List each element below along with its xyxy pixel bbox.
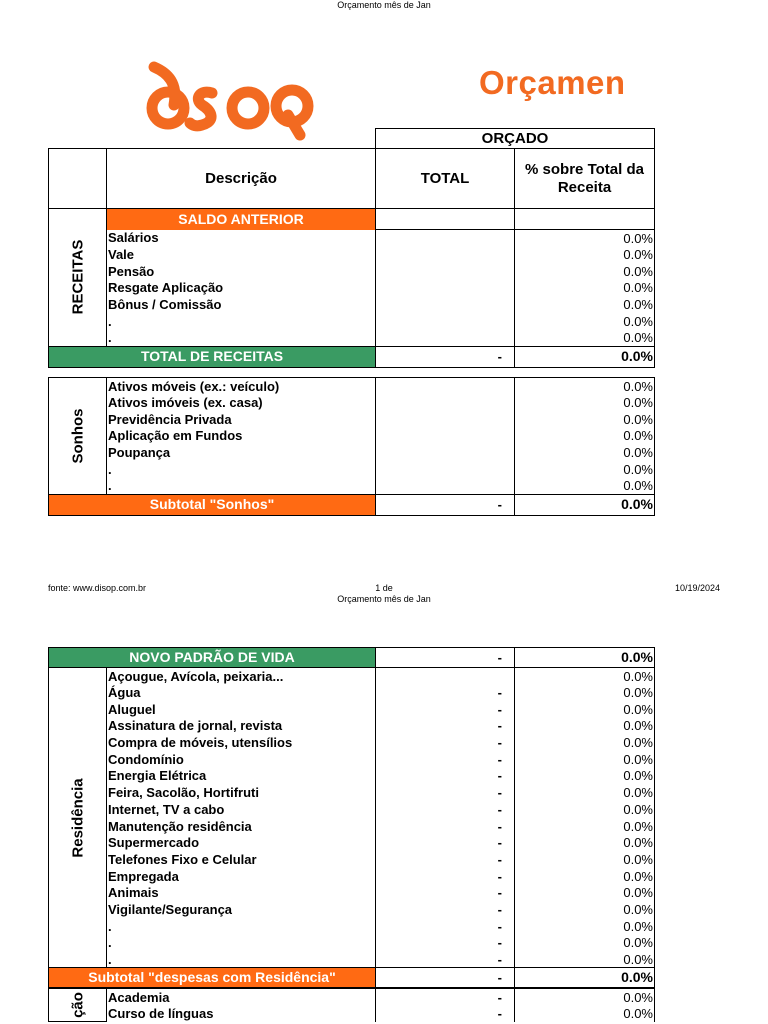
list-item: Aplicação em Fundos (107, 428, 376, 445)
list-item: Manutenção residência (107, 818, 376, 835)
list-item: Salários (107, 230, 376, 247)
educacao-table (48, 988, 655, 1022)
total-value: - (376, 818, 515, 835)
receitas-group-label: RECEITAS (49, 209, 107, 347)
sonhos-table (48, 377, 655, 516)
total-value: - (376, 834, 515, 851)
total-value: - (376, 751, 515, 768)
list-item: Poupança (107, 444, 376, 461)
page-header-2: Orçamento mês de Jan (337, 594, 431, 604)
subtotal-sonhos-label: Subtotal "Sonhos" (49, 494, 376, 515)
list-item: Aluguel (107, 701, 376, 718)
receitas-table (48, 208, 655, 368)
pct-value: 0.0% (515, 801, 655, 818)
list-item: Água (107, 684, 376, 701)
pct-value: 0.0% (515, 263, 655, 280)
list-item: Energia Elétrica (107, 768, 376, 785)
pct-value: 0.0% (515, 428, 655, 445)
list-item: Supermercado (107, 834, 376, 851)
pct-value: 0.0% (515, 330, 655, 347)
total-value: - (376, 701, 515, 718)
document-title: Orçamen (479, 64, 626, 101)
pct-value: 0.0% (515, 834, 655, 851)
list-item: Pensão (107, 263, 376, 280)
orcado-header: ORÇADO (376, 129, 655, 149)
pct-value: 0.0% (515, 378, 655, 395)
list-item: Bônus / Comissão (107, 296, 376, 313)
pct-value: 0.0% (515, 461, 655, 478)
subtotal-residencia-value: - (376, 968, 515, 988)
page-header: Orçamento mês de Jan (337, 0, 431, 10)
footer-date: 10/19/2024 (674, 583, 720, 593)
pct-value: 0.0% (515, 989, 655, 1006)
saldo-anterior-label: SALDO ANTERIOR (107, 209, 376, 230)
pct-value: 0.0% (515, 394, 655, 411)
pct-value: 0.0% (515, 784, 655, 801)
subtotal-sonhos-pct: 0.0% (515, 494, 655, 515)
list-item: Açougue, Avícola, peixaria... (107, 668, 376, 685)
list-item: Ativos móveis (ex.: veículo) (107, 378, 376, 395)
pct-value: 0.0% (515, 851, 655, 868)
novo-padrao-value: - (376, 648, 515, 668)
list-item: . (107, 918, 376, 935)
novo-padrao-table (48, 647, 655, 668)
list-item: . (107, 461, 376, 478)
pct-value: 0.0% (515, 230, 655, 247)
subtotal-residencia-label: Subtotal "despesas com Residência" (49, 968, 376, 988)
pct-value: 0.0% (515, 884, 655, 901)
pct-value: 0.0% (515, 718, 655, 735)
footer-page: 1 de (375, 583, 393, 593)
subtotal-sonhos-value: - (376, 494, 515, 515)
list-item: Academia (107, 989, 376, 1006)
total-value: - (376, 951, 515, 968)
pct-value: 0.0% (515, 751, 655, 768)
list-item: Feira, Sacolão, Hortifruti (107, 784, 376, 801)
total-value: - (376, 868, 515, 885)
total-value: - (376, 1005, 515, 1022)
list-item: Condomínio (107, 751, 376, 768)
list-item: Resgate Aplicação (107, 280, 376, 297)
list-item: . (107, 935, 376, 952)
pct-value: 0.0% (515, 444, 655, 461)
total-value: - (376, 801, 515, 818)
pct-value: 0.0% (515, 684, 655, 701)
list-item: Compra de móveis, utensílios (107, 734, 376, 751)
list-item: Telefones Fixo e Celular (107, 851, 376, 868)
list-item: . (107, 951, 376, 968)
total-value: - (376, 884, 515, 901)
list-item: Ativos imóveis (ex. casa) (107, 394, 376, 411)
total-value: - (376, 901, 515, 918)
total-receitas-pct: 0.0% (515, 346, 655, 367)
novo-padrao-label: NOVO PADRÃO DE VIDA (49, 648, 376, 668)
total-value: - (376, 935, 515, 952)
total-receitas-label: TOTAL DE RECEITAS (49, 346, 376, 367)
pct-value: 0.0% (515, 313, 655, 330)
list-item: . (107, 330, 376, 347)
pct-value: 0.0% (515, 668, 655, 685)
total-value: - (376, 734, 515, 751)
total-value: - (376, 684, 515, 701)
pct-header: % sobre Total da Receita (515, 149, 655, 209)
list-item: Internet, TV a cabo (107, 801, 376, 818)
total-receitas-value: - (376, 346, 515, 367)
footer-source: fonte: www.disop.com.br (48, 583, 147, 593)
total-value: - (376, 784, 515, 801)
list-item: Curso de línguas (107, 1005, 376, 1022)
sonhos-group-label: Sonhos (49, 378, 107, 495)
total-value: - (376, 718, 515, 735)
total-header: TOTAL (376, 149, 515, 209)
list-item: Assinatura de jornal, revista (107, 718, 376, 735)
pct-value: 0.0% (515, 701, 655, 718)
list-item: . (107, 313, 376, 330)
total-value (376, 668, 515, 685)
pct-value: 0.0% (515, 951, 655, 968)
list-item: Animais (107, 884, 376, 901)
total-value: - (376, 768, 515, 785)
total-value: - (376, 989, 515, 1006)
pct-value: 0.0% (515, 411, 655, 428)
residencia-group-label: Residência (49, 668, 107, 968)
pct-value: 0.0% (515, 868, 655, 885)
subtotal-residencia-pct: 0.0% (515, 968, 655, 988)
pct-value: 0.0% (515, 280, 655, 297)
pct-value: 0.0% (515, 478, 655, 495)
total-value: - (376, 851, 515, 868)
pct-value: 0.0% (515, 296, 655, 313)
pct-value: 0.0% (515, 1005, 655, 1022)
list-item: Empregada (107, 868, 376, 885)
pct-value: 0.0% (515, 901, 655, 918)
list-item: Vale (107, 246, 376, 263)
pct-value: 0.0% (515, 768, 655, 785)
pct-value: 0.0% (515, 818, 655, 835)
descricao-header: Descrição (107, 149, 376, 209)
list-item: Vigilante/Segurança (107, 901, 376, 918)
list-item: Previdência Privada (107, 411, 376, 428)
pct-value: 0.0% (515, 734, 655, 751)
pct-value: 0.0% (515, 918, 655, 935)
novo-padrao-pct: 0.0% (515, 648, 655, 668)
educacao-group-label: ção (49, 989, 107, 1022)
total-value: - (376, 918, 515, 935)
residencia-table (48, 667, 655, 988)
pct-value: 0.0% (515, 246, 655, 263)
budget-header-table (48, 128, 655, 209)
list-item: . (107, 478, 376, 495)
pct-value: 0.0% (515, 935, 655, 952)
